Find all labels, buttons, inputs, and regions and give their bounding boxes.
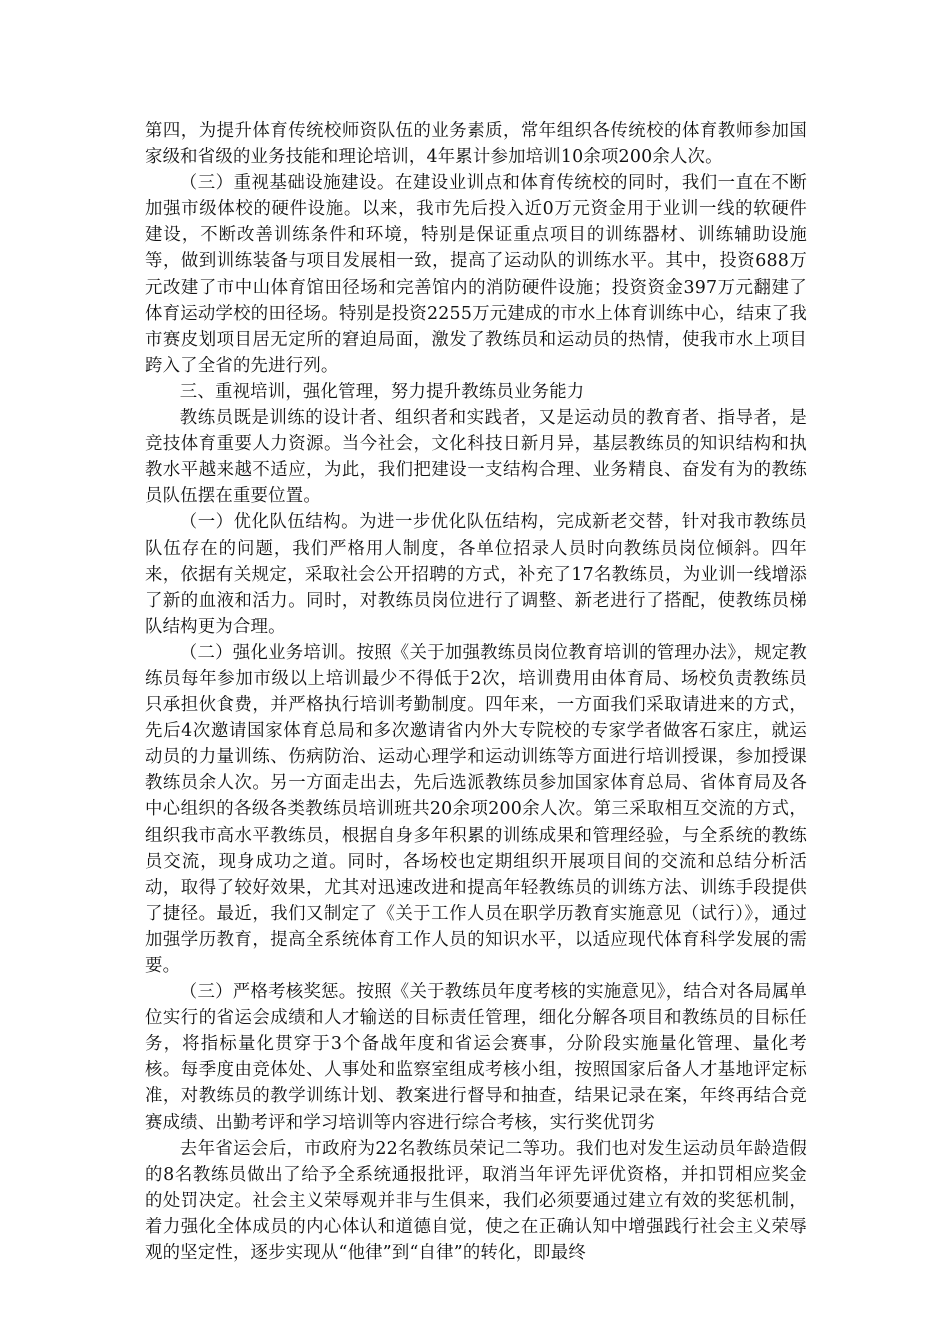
paragraph-7: 去年省运会后，市政府为22名教练员荣记二等功。我们也对发生运动员年龄造假的8名教练员做出了给予全系统通报批评，取消当年评先评优资格，并扣罚相应奖金的处罚决定。社会主义荣辱观并非与生俱来，我们必须要通过建立有效的奖惩机制，着力强化全体成员的内心体认和道德自觉，使之在正确认知中增强践行社会主义荣辱观的坚定性，逐步实现从“他律”到“自律”的转化，即最终 — [145, 1138, 807, 1264]
section-heading: 三、重视培训，强化管理，努力提升教练员业务能力 — [179, 381, 585, 402]
paragraph-2: （三）重视基础设施建设。在建设业训点和体育传统校的同时，我们一直在不断加强市级体校的硬件设施。以来，我市先后投入近0万元资金用于业训一线的软硬件建设，不断改善训练条件和环境，特别是保证重点项目的训练器材、训练辅助设施等，做到训练装备与项目发展相一致，提高了运动队的训练水平。其中，投资688万元改建了市中山体育馆田径场和完善馆内的消防硬件设施；投资资金397万元翻建了体育运动学校的田径场。特别是投资2255万元建成的市水上体育训练中心，结束了我市赛皮划项目居无定所的窘迫局面，激发了教练员和运动员的热情，使我市水上项目跨入了全省的先进行列。 — [145, 173, 807, 376]
paragraph-1: 第四，为提升体育传统校师资队伍的业务素质，常年组织各传统校的体育教师参加国家级和省级的业务技能和理论培训，4年累计参加培训10余项200余人次。 — [145, 121, 807, 168]
paragraph-3: 教练员既是训练的设计者、组织者和实践者，又是运动员的教育者、指导者，是竞技体育重要人力资源。当今社会，文化科技日新月异，基层教练员的知识结构和执教水平越来越不适应，为此，我们把建设一支结构合理、业务精良、奋发有为的教练员队伍摆在重要位置。 — [145, 408, 807, 507]
paragraph-6: （三）严格考核奖惩。按照《关于教练员年度考核的实施意见》，结合对各局属单位实行的省运会成绩和人才输送的目标责任管理，细化分解各项目和教练员的目标任务，将指标量化贯穿于3个备战年度和省运会赛事，分阶段实施量化管理、量化考核。每季度由竞体处、人事处和监察室组成考核小组，按照国家后备人才基地评定标准，对教练员的教学训练计划、教案进行督导和抽查，结果记录在案，年终再结合竞赛成绩、出勤考评和学习培训等内容进行综合考核，实行奖优罚劣 — [145, 982, 807, 1133]
paragraph-4: （一）优化队伍结构。为进一步优化队伍结构，完成新老交替，针对我市教练员队伍存在的问题，我们严格用人制度，各单位招录人员时向教练员岗位倾斜。四年来，依据有关规定，采取社会公开招聘的方式，补充了17名教练员，为业训一线增添了新的血液和活力。同时，对教练员岗位进行了调整、新老进行了搭配，使教练员梯队结构更为合理。 — [145, 512, 807, 637]
document-page — [145, 118, 807, 1266]
paragraph-5: （二）强化业务培训。按照《关于加强教练员岗位教育培训的管理办法》，规定教练员每年参加市级以上培训最少不得低于2次，培训费用由体育局、场校负责教练员只承担伙食费，并严格执行培训考勤制度。四年来，一方面我们采取请进来的方式，先后4次邀请国家体育总局和多次邀请省内外大专院校的专家学者做客石家庄，就运动员的力量训练、伤病防治、运动心理学和运动训练等方面进行培训授课，参加授课教练员余人次。另一方面走出去，先后选派教练员参加国家体育总局、省体育局及各中心组织的各级各类教练员培训班共20余项200余人次。第三采取相互交流的方式，组织我市高水平教练员，根据自身多年积累的训练成果和管理经验，与全系统的教练员交流，现身成功之道。同时，各场校也定期组织开展项目间的交流和总结分析活动，取得了较好效果，尤其对迅速改进和提高年轻教练员的训练方法、训练手段提供了捷径。最近，我们又制定了《关于工作人员在职学历教育实施意见（试行）》，通过加强学历教育，提高全系统体育工作人员的知识水平，以适应现代体育科学发展的需要。 — [145, 642, 807, 976]
